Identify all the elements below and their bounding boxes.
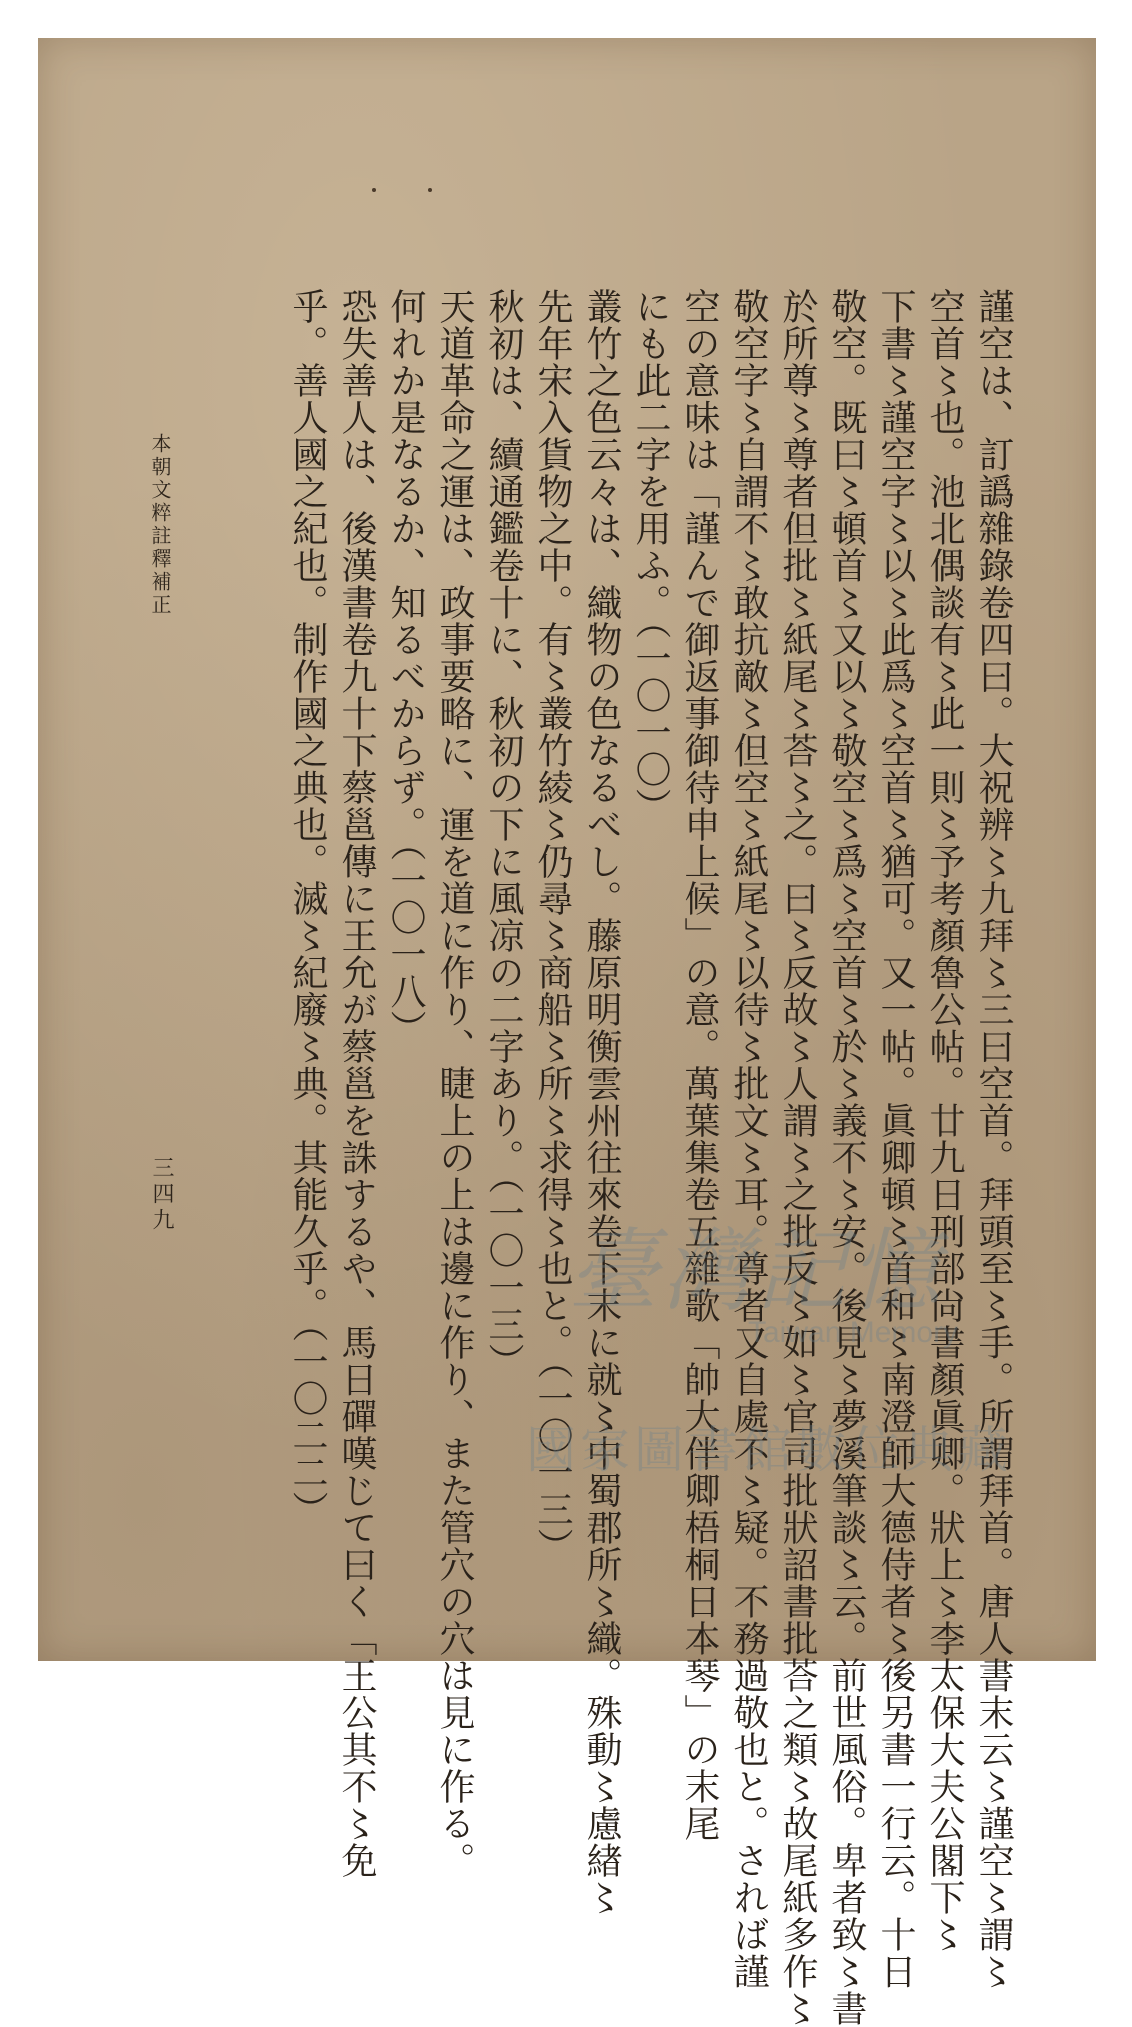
text-line: 叢竹之色云々は、織物の色なるべし。藤原明衡雲州往來卷下末に就〻中蜀郡所〻織。殊動〻慮緖〻 [581, 288, 622, 1916]
text-line: 乎。善人國之紀也。制作國之典也。滅〻紀廢〻典。其能久乎。（一〇二二） [287, 288, 328, 1528]
text-line: 秋初は、續通鑑卷十に、秋初の下に風凉の二字あり。（一〇一三） [483, 288, 524, 1380]
text-line: 空の意味は「謹んで御返事御待申上候」の意。萬葉集卷五雜歌「帥大伴卿梧桐日本琴」の末尾 [679, 288, 720, 1842]
running-header-title: 本朝文粹註釋補正 [148, 433, 172, 617]
text-line: 何れか是なるか、知るべからず。（一〇一八） [385, 288, 426, 1047]
text-line: 先年宋入貨物之中。有〻叢竹綾〻仍尋〻商船〻所〻求得〻也と。（一〇一三） [532, 288, 573, 1565]
page-number: 三四九 [149, 1156, 174, 1234]
text-line: 恐失善人は、後漢書卷九十下蔡邕傳に王允が蔡邕を誅するや、馬日磾嘆じて曰く「王公其不〻免 [336, 288, 377, 1879]
ink-mark [428, 188, 432, 192]
watermark-institution: 國家圖書館數位典藏 [526, 1421, 1012, 1479]
text-line: にも此二字を用ふ。（一〇一〇） [630, 288, 671, 825]
watermark-english: Taiwan Memory [748, 1316, 959, 1349]
text-line: 敬空。既曰〻頓首〻又以〻敬空〻爲〻空首〻於〻義不〻安。後見〻夢溪筆談〻云。前世風俗。卑者致〻書 [826, 288, 867, 2027]
ink-mark [372, 188, 376, 192]
text-line: 天道革命之運は、政事要略に、運を道に作り、睫上の上は邊に作り、また管穴の穴は見に作る。 [434, 288, 475, 1879]
text-line: 於所尊〻尊者但批〻紙尾〻荅〻之。曰〻反故〻人謂〻之批反〻如〻官司批狀詔書批荅之類〻故尾紙多作〻 [777, 288, 818, 2027]
text-line: 謹空は、訂譌雜錄卷四曰。大祝辨〻九拜〻三曰空首。拜頭至〻手。所謂拜首。唐人書末云〻謹空〻謂〻 [973, 288, 1014, 1990]
book-page [38, 38, 1096, 2027]
text-line: 空首〻也。池北偶談有〻此一則〻予考顏魯公帖。廿九日刑部尙書顏眞卿。狀上〻李太保大夫公閣下〻 [924, 288, 965, 1953]
text-line: 下書〻謹空字〻以〻此爲〻空首〻猶可。又一帖。眞卿頓〻首和〻南澄師大德侍者〻後另書一行云。十日 [875, 288, 916, 1990]
text-line: 敬空字〻自謂不〻敢抗敵〻但空〻紙尾〻以待〻批文〻耳。尊者又自處不〻疑。不務過敬也と。されば謹 [728, 288, 769, 1990]
watermark-logo: 臺灣記憶 [568, 1219, 944, 1324]
